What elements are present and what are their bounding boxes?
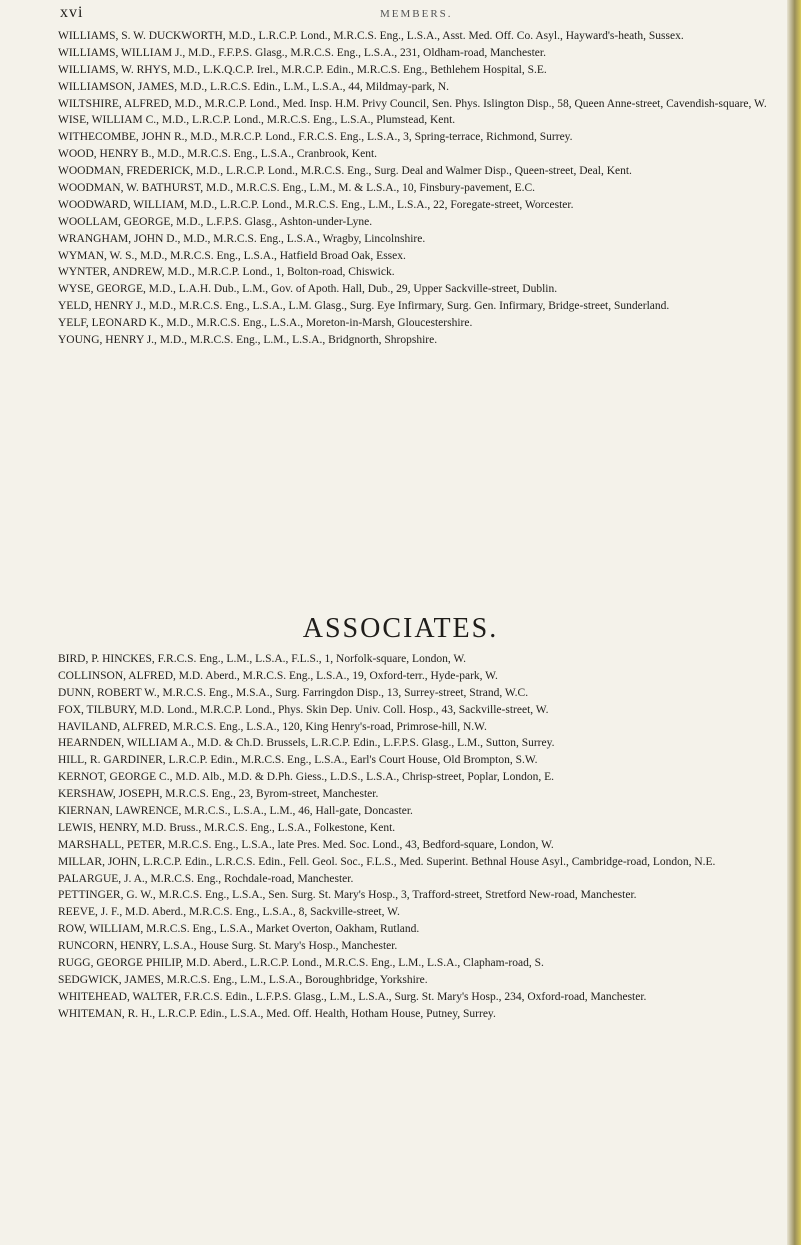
list-item: WILTSHIRE, ALFRED, M.D., M.R.C.P. Lond., Med. Insp. H.M. Privy Council, Sen. Phys. Islington Disp., 58, Queen Anne-street, Cavendish-square, W. <box>58 97 767 110</box>
list-item: WOODMAN, W. BATHURST, M.D., M.R.C.S. Eng., L.M., M. & L.S.A., 10, Finsbury-pavement, E.C. <box>58 182 536 195</box>
list-item: COLLINSON, ALFRED, M.D. Aberd., M.R.C.S. Eng., L.S.A., 19, Oxford-terr., Hyde-park, W. <box>58 669 498 682</box>
page-number: xvi <box>60 4 84 21</box>
associates-heading: ASSOCIATES. <box>302 613 499 645</box>
list-item: BIRD, P. HINCKES, F.R.C.S. Eng., L.M., L.S.A., F.L.S., 1, Norfolk-square, London, W. <box>58 653 467 665</box>
list-item: KERNOT, GEORGE C., M.D. Alb., M.D. & D.Ph. Giess., L.D.S., L.S.A., Chrisp-street, Poplar, London, E. <box>58 771 555 784</box>
list-item: WILLIAMS, W. RHYS, M.D., L.K.Q.C.P. Irel., M.R.C.P. Edin., M.R.C.S. Eng., Bethlehem Hospital, S.E. <box>58 63 547 76</box>
list-item: WOOD, HENRY B., M.D., M.R.C.S. Eng., L.S.A., Cranbrook, Kent. <box>58 148 378 161</box>
list-item: WITHECOMBE, JOHN R., M.D., M.R.C.P. Lond., F.R.C.S. Eng., L.S.A., 3, Spring-terrace, Richmond, Surrey. <box>58 131 573 144</box>
list-item: PALARGUE, J. A., M.R.C.S. Eng., Rochdale-road, Manchester. <box>58 872 354 885</box>
list-item: FOX, TILBURY, M.D. Lond., M.R.C.P. Lond., Phys. Skin Dep. Univ. Coll. Hosp., 43, Sackville-street, W. <box>58 703 549 716</box>
list-item: RUNCORN, HENRY, L.S.A., House Surg. St. Mary's Hosp., Manchester. <box>58 940 398 953</box>
list-item: RUGG, GEORGE PHILIP, M.D. Aberd., L.R.C.P. Lond., M.R.C.S. Eng., L.M., L.S.A., Clapham-road, S. <box>58 957 544 970</box>
list-item: LEWIS, HENRY, M.D. Bruss., M.R.C.S. Eng., L.S.A., Folkestone, Kent. <box>58 821 396 834</box>
list-item: WILLIAMS, S. W. DUCKWORTH, M.D., L.R.C.P. Lond., M.R.C.S. Eng., L.S.A., Asst. Med. Off. Co. Asyl., Hayward's-heath, Sussex. <box>58 30 684 42</box>
list-item: PETTINGER, G. W., M.R.C.S. Eng., L.S.A., Sen. Surg. St. Mary's Hosp., 3, Trafford-street, Stretford New-road, Manchester. <box>58 889 637 902</box>
list-item: WRANGHAM, JOHN D., M.D., M.R.C.S. Eng., L.S.A., Wragby, Lincolnshire. <box>58 232 426 245</box>
list-item: KIERNAN, LAWRENCE, M.R.C.S., L.S.A., L.M., 46, Hall-gate, Doncaster. <box>58 805 413 818</box>
list-item: DUNN, ROBERT W., M.R.C.S. Eng., M.S.A., Surg. Farringdon Disp., 13, Surrey-street, Strand, W.C. <box>58 686 529 699</box>
associates-list <box>58 653 780 1025</box>
list-item: WILLIAMSON, JAMES, M.D., L.R.C.S. Edin., L.M., L.S.A., 44, Mildmay-park, N. <box>58 80 449 93</box>
list-item: MILLAR, JOHN, L.R.C.P. Edin., L.R.C.S. Edin., Fell. Geol. Soc., F.L.S., Med. Superint. Bethnal House Asyl., Cambridge-road, London, N.E. <box>58 855 716 868</box>
list-item: YELD, HENRY J., M.D., M.R.C.S. Eng., L.S.A., L.M. Glasg., Surg. Eye Infirmary, Surg. Gen. Infirmary, Bridge-street, Sunderland. <box>58 300 670 313</box>
members-list <box>58 30 780 351</box>
list-item: WYSE, GEORGE, M.D., L.A.H. Dub., L.M., Gov. of Apoth. Hall, Dub., 29, Upper Sackville-street, Dublin. <box>58 283 558 296</box>
list-item: KERSHAW, JOSEPH, M.R.C.S. Eng., 23, Byrom-street, Manchester. <box>58 788 379 801</box>
list-item: HEARNDEN, WILLIAM A., M.D. & Ch.D. Brussels, L.R.C.P. Edin., L.F.P.S. Glasg., L.M., Sutton, Surrey. <box>58 737 555 750</box>
list-item: WOODWARD, WILLIAM, M.D., L.R.C.P. Lond., M.R.C.S. Eng., L.M., L.S.A., 22, Foregate-street, Worcester. <box>58 198 574 211</box>
list-item: REEVE, J. F., M.D. Aberd., M.R.C.S. Eng., L.S.A., 8, Sackville-street, W. <box>58 906 400 919</box>
list-item: MARSHALL, PETER, M.R.C.S. Eng., L.S.A., late Pres. Med. Soc. Lond., 43, Bedford-square, London, W. <box>58 838 554 851</box>
list-item: WHITEHEAD, WALTER, F.R.C.S. Edin., L.F.P.S. Glasg., L.M., L.S.A., Surg. St. Mary's Hosp., 234, Oxford-road, Manchester. <box>58 990 647 1003</box>
list-item: WOOLLAM, GEORGE, M.D., L.F.P.S. Glasg., Ashton-under-Lyne. <box>58 215 373 228</box>
list-item: WOODMAN, FREDERICK, M.D., L.R.C.P. Lond., M.R.C.S. Eng., Surg. Deal and Walmer Disp., Queen-street, Deal, Kent. <box>58 165 632 178</box>
list-item: SEDGWICK, JAMES, M.R.C.S. Eng., L.M., L.S.A., Boroughbridge, Yorkshire. <box>58 973 428 986</box>
list-item: WILLIAMS, WILLIAM J., M.D., F.F.P.S. Glasg., M.R.C.S. Eng., L.S.A., 231, Oldham-road, Manchester. <box>58 46 546 59</box>
list-item: WYMAN, W. S., M.D., M.R.C.S. Eng., L.S.A., Hatfield Broad Oak, Essex. <box>58 249 406 262</box>
list-item: WYNTER, ANDREW, M.D., M.R.C.P. Lond., 1, Bolton-road, Chiswick. <box>58 266 395 279</box>
list-item: HILL, R. GARDINER, L.R.C.P. Edin., M.R.C.S. Eng., L.S.A., Earl's Court House, Old Brompton, S.W. <box>58 754 538 767</box>
list-item: ROW, WILLIAM, M.R.C.S. Eng., L.S.A., Market Overton, Oakham, Rutland. <box>58 923 420 936</box>
list-item: YOUNG, HENRY J., M.D., M.R.C.S. Eng., L.M., L.S.A., Bridgnorth, Shropshire. <box>58 334 438 347</box>
running-header: MEMBERS. <box>380 8 453 20</box>
list-item: YELF, LEONARD K., M.D., M.R.C.S. Eng., L.S.A., Moreton-in-Marsh, Gloucestershire. <box>58 317 473 330</box>
list-item: WISE, WILLIAM C., M.D., L.R.C.P. Lond., M.R.C.S. Eng., L.S.A., Plumstead, Kent. <box>58 114 456 127</box>
list-item: WHITEMAN, R. H., L.R.C.P. Edin., L.S.A., Med. Off. Health, Hotham House, Putney, Surrey. <box>58 1007 496 1020</box>
list-item: HAVILAND, ALFRED, M.R.C.S. Eng., L.S.A., 120, King Henry's-road, Primrose-hill, N.W. <box>58 720 487 733</box>
